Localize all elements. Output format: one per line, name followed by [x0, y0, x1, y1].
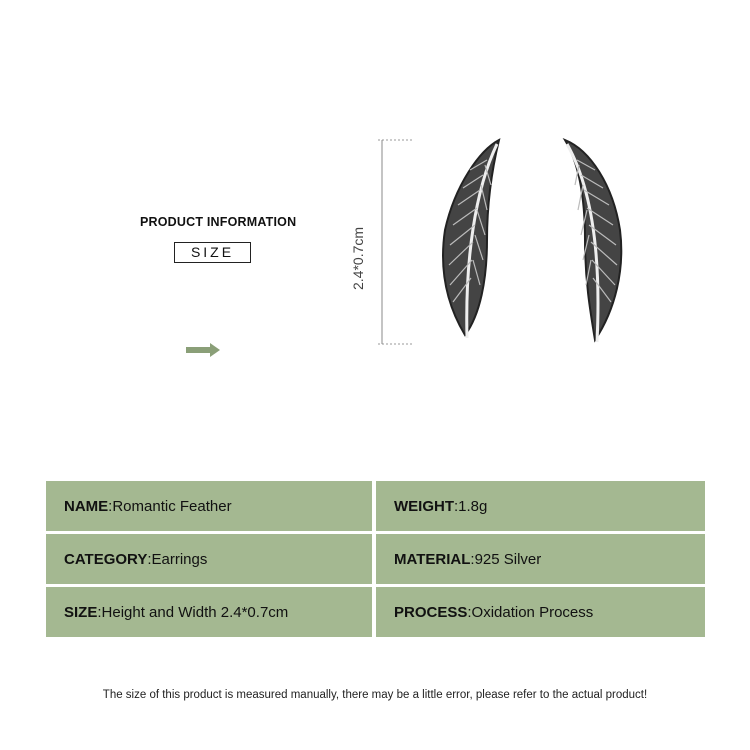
spec-process: PROCESS : Oxidation Process [376, 587, 705, 637]
product-info-title: PRODUCT INFORMATION [140, 215, 297, 229]
spec-weight: WEIGHT : 1.8g [376, 481, 705, 531]
size-label-box: SIZE [174, 242, 251, 263]
spec-material: MATERIAL : 925 Silver [376, 534, 705, 584]
right-feather-earring [565, 140, 621, 342]
feather-earrings-image [425, 130, 645, 355]
disclaimer-text: The size of this product is measured manually, there may be a little error, please refer to the actual product! [102, 689, 648, 701]
spec-size: SIZE : Height and Width 2.4*0.7cm [46, 587, 372, 637]
spec-category: CATEGORY : Earrings [46, 534, 372, 584]
arrow-right-icon [186, 343, 220, 357]
spec-name: NAME : Romantic Feather [46, 481, 372, 531]
spec-table [46, 481, 705, 637]
dimension-label: 2.4*0.7cm [350, 226, 366, 290]
left-feather-earring [443, 140, 499, 338]
